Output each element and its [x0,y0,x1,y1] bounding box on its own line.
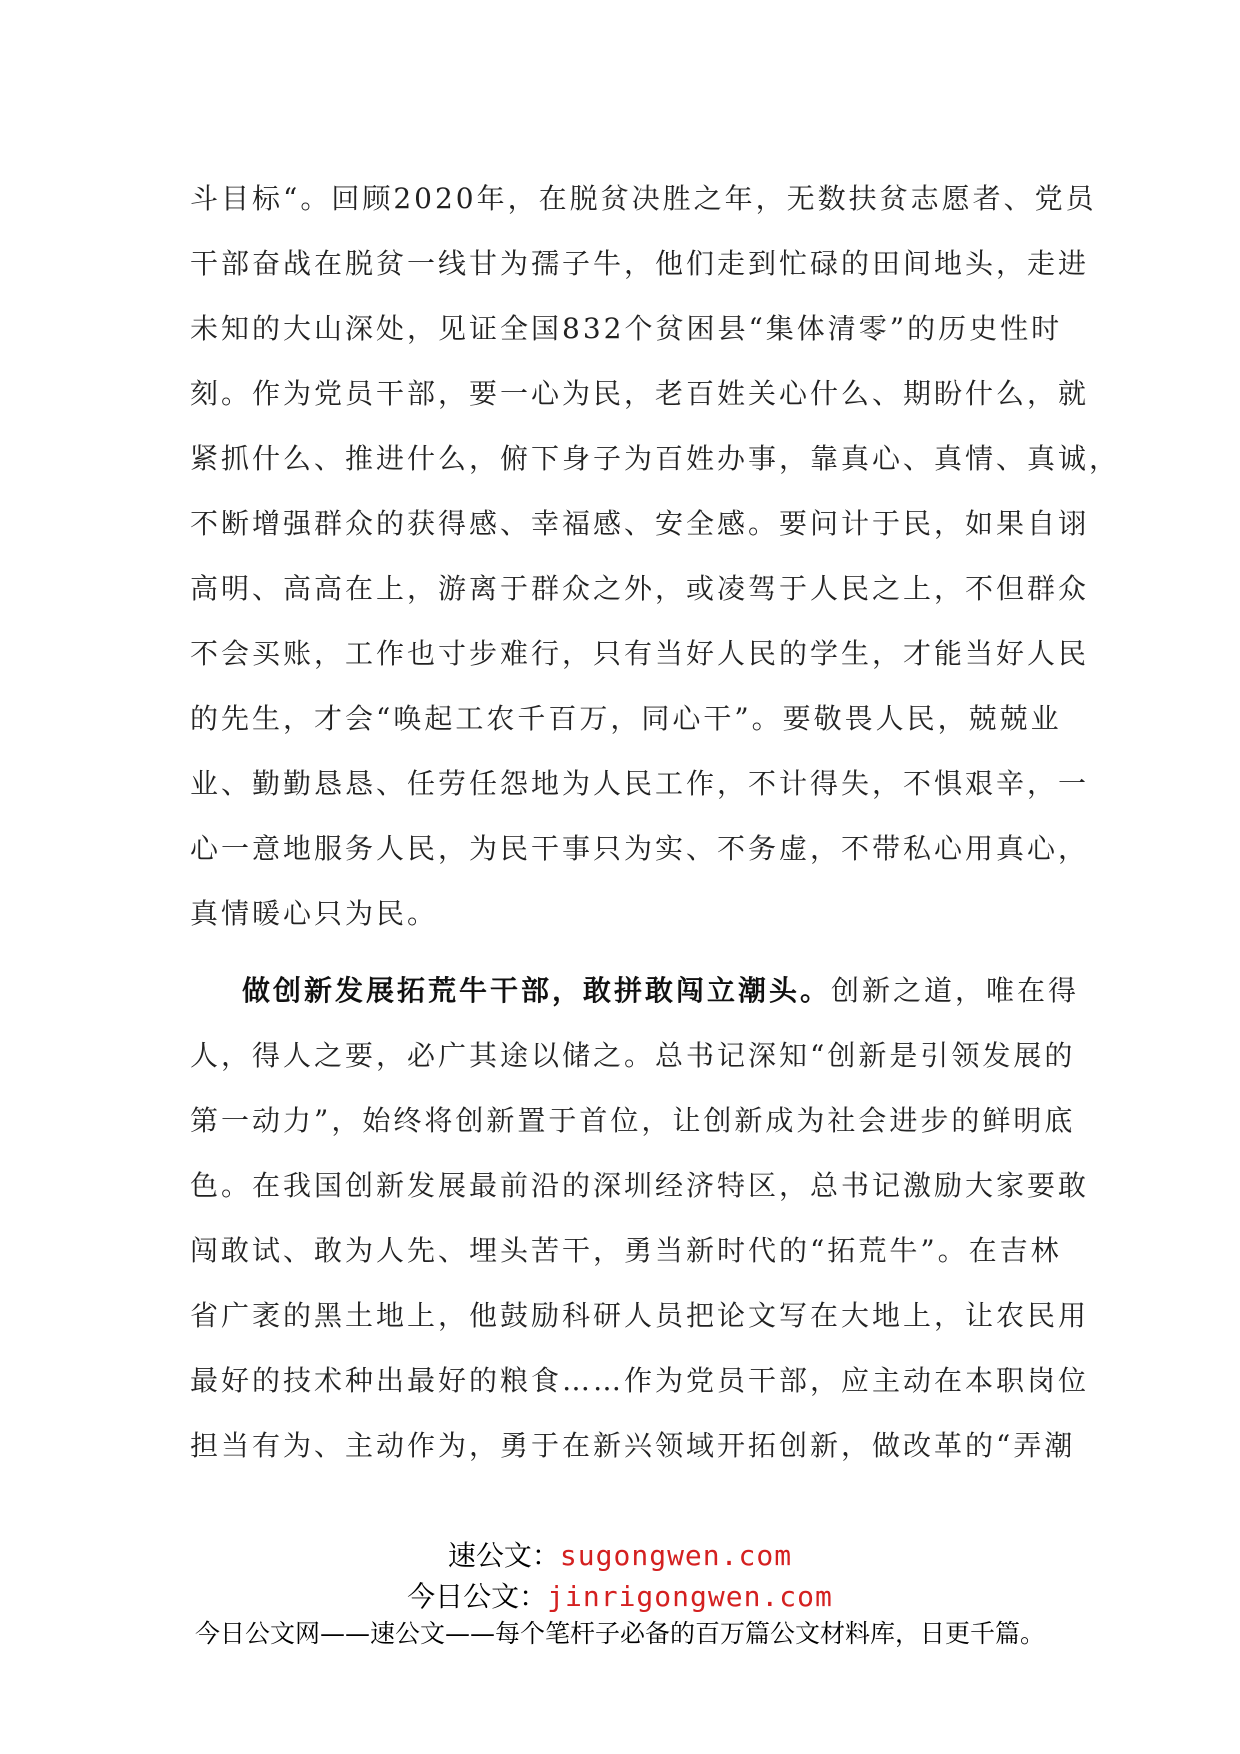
text-line: 刻。作为党员干部，要一心为民，老百姓关心什么、期盼什么，就 [190,377,1090,410]
text-line: 担当有为、主动作为，勇于在新兴领域开拓创新，做改革的“弄潮 [190,1429,1076,1462]
footer-link-sugongwen[interactable]: sugongwen.com [559,1539,793,1572]
text-line: 不断增强群众的获得感、幸福感、安全感。要问计于民，如果自诩 [190,507,1090,540]
footer-tagline: 今日公文网——速公文——每个笔杆子必备的百万篇公文材料库，日更千篇。 [194,1619,1045,1648]
text-line: 心一意地服务人民，为民干事只为实、不务虚，不带私心用真心， [190,832,1090,865]
text-line: 真情暖心只为民。 [190,897,439,930]
text-line: 省广袤的黑土地上，他鼓励科研人员把论文写在大地上，让农民用 [190,1299,1090,1332]
text-line: 闯敢试、敢为人先、埋头苦干，勇当新时代的“拓荒牛”。在吉林 [190,1234,1062,1267]
footer-label: 速公文： [447,1539,560,1572]
text-line: 干部奋战在脱贫一线甘为孺子牛，他们走到忙碌的田间地头，走进 [190,247,1090,280]
footer-link-jinrigongwen[interactable]: jinrigongwen.com [547,1580,833,1613]
section-heading-inline: 做创新发展拓荒牛干部，敢拼敢闯立潮头。 [242,974,832,1007]
text-line: 斗目标“。回顾2020年，在脱贫决胜之年，无数扶贫志愿者、党员 [190,182,1097,215]
text-line: 不会买账，工作也寸步难行，只有当好人民的学生，才能当好人民 [190,637,1090,670]
text-run: 创新之道，唯在得 [831,974,1080,1007]
footer-label: 今日公文： [407,1580,548,1613]
text-line: 第一动力”，始终将创新置于首位，让创新成为社会进步的鲜明底 [190,1104,1076,1137]
text-line: 人，得人之要，必广其途以储之。总书记深知“创新是引领发展的 [190,1039,1076,1072]
paragraph-2 [190,958,1090,1478]
paragraph-1 [190,166,1121,946]
text-line: 未知的大山深处，见证全国832个贫困县“集体清零”的历史性时 [190,312,1063,345]
text-line: 色。在我国创新发展最前沿的深圳经济特区，总书记激励大家要敢 [190,1169,1090,1202]
text-line: 高明、高高在上，游离于群众之外，或凌驾于人民之上，不但群众 [190,572,1090,605]
footer-site-line-2 [0,1575,1240,1615]
footer-site-line-1 [0,1534,1240,1574]
text-line: 紧抓什么、推进什么，俯下身子为百姓办事，靠真心、真情、真诚， [190,442,1121,475]
text-line: 的先生，才会“唤起工农千百万，同心干”。要敬畏人民，兢兢业 [190,702,1062,735]
text-line: 业、勤勤恳恳、任劳任怨地为人民工作，不计得失，不惧艰辛，一 [190,767,1090,800]
paragraph-2-first-line [190,958,1080,1023]
text-line: 最好的技术种出最好的粮食……作为党员干部，应主动在本职岗位 [190,1364,1090,1397]
